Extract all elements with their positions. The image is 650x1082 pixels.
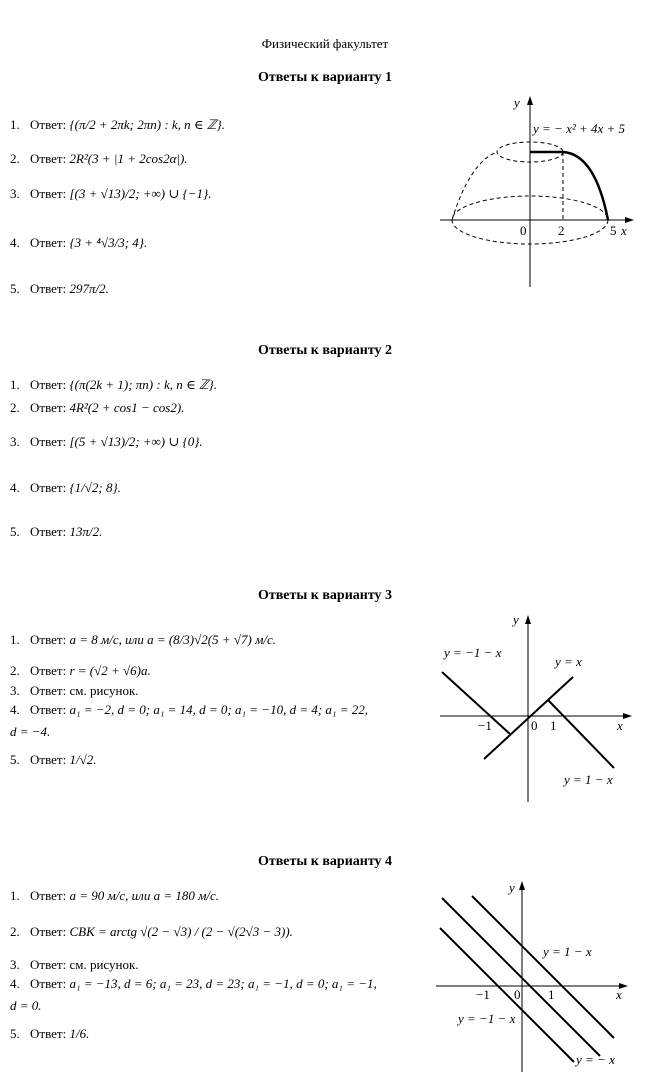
fig1-curve-label: y = − x² + 4x + 5 [533, 121, 626, 136]
fig4-tick-neg1: −1 [476, 987, 490, 1002]
v3-answer-2: 2. Ответ: r = (√2 + √6)a. [10, 663, 151, 678]
v3-answer-4: 4. Ответ: a₁ = −2, d = 0; a₁ = 14, d = 0; a₁ = −10, d = 4; a₁ = 22, [10, 702, 368, 717]
v4-answer-5: 5. Ответ: 1/6. [10, 1026, 90, 1041]
v4-answer-4-cont: d = 0. [10, 998, 42, 1013]
v3-answer-3: 3. Ответ: см. рисунок. [10, 683, 139, 698]
fig4-x-label: x [616, 987, 622, 1002]
fig1-y-label: y [514, 95, 520, 110]
v1-answer-3: 3. Ответ: [(3 + √13)/2; +∞) ∪ {−1}. [10, 186, 212, 201]
fig3-label-2: y = x [555, 654, 582, 669]
v4-answer-1: 1. Ответ: a = 90 м/с, или a = 180 м/с. [10, 888, 220, 903]
v1-answer-4: 4. Ответ: {3 + ⁴√3/3; 4}. [10, 235, 148, 250]
v3-answer-5: 5. Ответ: 1/√2. [10, 752, 97, 767]
figure-3 [440, 610, 640, 805]
v2-answer-2: 2. Ответ: 4R²(2 + cos1 − cos2). [10, 400, 185, 415]
figure-1 [440, 92, 640, 292]
variant-3-title: Ответы к варианту 3 [257, 588, 393, 603]
fig3-label-3: y = 1 − x [564, 772, 613, 787]
variant-4-title: Ответы к варианту 4 [257, 854, 393, 869]
v1-answer-5: 5. Ответ: 297π/2. [10, 281, 109, 296]
fig1-tick-5: 5 [610, 223, 617, 238]
fig4-tick-1: 1 [548, 987, 555, 1002]
variant-1-title: Ответы к варианту 1 [257, 70, 393, 85]
fig4-label-1: y = 1 − x [543, 944, 592, 959]
v4-answer-2: 2. Ответ: CBK = arctg √(2 − √3) / (2 − √(2√3 − 3)). [10, 924, 293, 939]
fig3-tick-neg1: −1 [478, 718, 492, 733]
fig1-x-label: x [621, 223, 627, 238]
v2-answer-5: 5. Ответ: 13π/2. [10, 524, 103, 539]
faculty-title: Физический факультет [261, 36, 389, 51]
fig3-label-1: y = −1 − x [444, 645, 502, 660]
fig3-x-label: x [617, 718, 623, 733]
v1-answer-1: 1. Ответ: {(π/2 + 2πk; 2πn) : k, n ∈ ℤ}. [10, 117, 225, 132]
figure-4 [436, 876, 640, 1076]
v4-answer-3: 3. Ответ: см. рисунок. [10, 957, 139, 972]
fig4-label-3: y = − x [576, 1052, 615, 1067]
v2-answer-4: 4. Ответ: {1/√2; 8}. [10, 480, 121, 495]
variant-2-title: Ответы к варианту 2 [257, 343, 393, 358]
v3-answer-1: 1. Ответ: a = 8 м/с, или a = (8/3)√2(5 + √7) м/с. [10, 632, 276, 647]
fig4-label-2: y = −1 − x [458, 1011, 516, 1026]
fig3-y-label: y [513, 612, 519, 627]
v2-answer-1: 1. Ответ: {(π(2k + 1); πn) : k, n ∈ ℤ}. [10, 377, 217, 392]
fig4-y-label: y [509, 880, 515, 895]
v1-answer-2: 2. Ответ: 2R²(3 + |1 + 2cos2α|). [10, 151, 188, 166]
fig4-tick-0: 0 [514, 987, 521, 1002]
v2-answer-3: 3. Ответ: [(5 + √13)/2; +∞) ∪ {0}. [10, 434, 203, 449]
fig1-tick-0: 0 [520, 223, 527, 238]
fig3-tick-0: 0 [531, 718, 538, 733]
fig3-tick-1: 1 [550, 718, 557, 733]
fig1-tick-2: 2 [558, 223, 565, 238]
v4-answer-4: 4. Ответ: a₁ = −13, d = 6; a₁ = 23, d = 23; a₁ = −1, d = 0; a₁ = −1, [10, 976, 377, 991]
v3-answer-4-cont: d = −4. [10, 724, 51, 739]
